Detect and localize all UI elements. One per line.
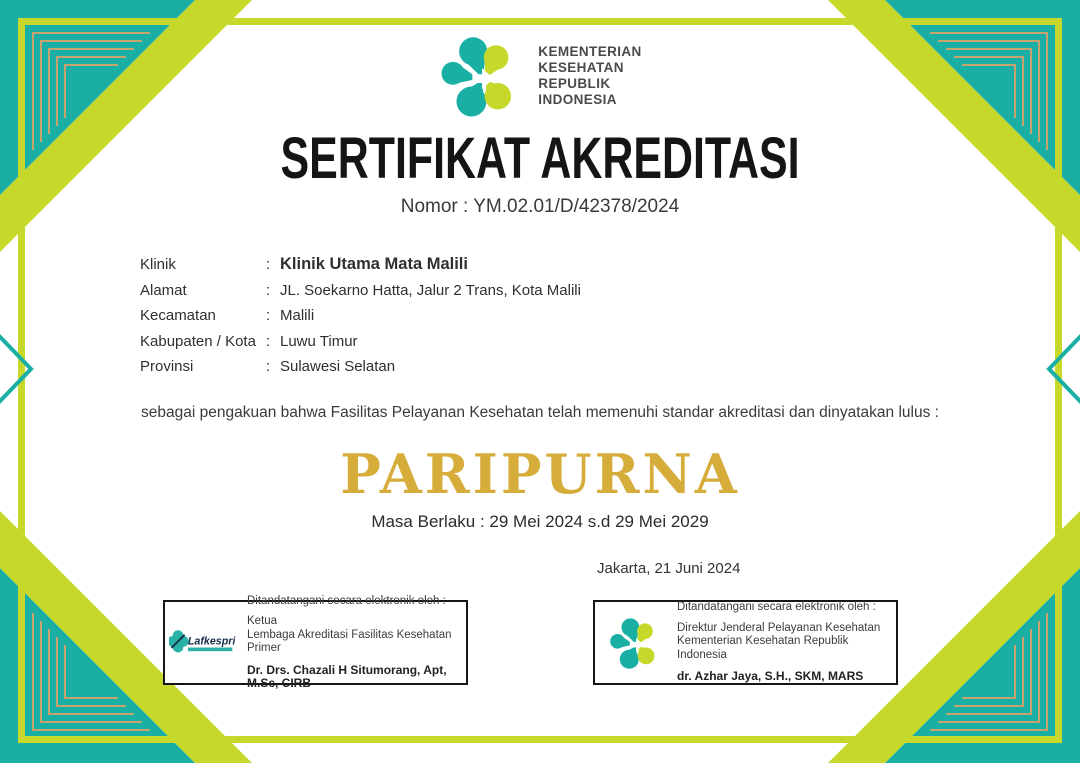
certificate-title: SERTIFIKAT AKREDITASI <box>280 126 800 191</box>
validity-period: Masa Berlaku : 29 Mei 2024 s.d 29 Mei 2029 <box>371 512 709 531</box>
kemenkes-logo-icon <box>438 32 526 120</box>
issuance-place-date: Jakarta, 21 Juni 2024 <box>597 560 741 577</box>
detail-value: Malili <box>280 307 315 324</box>
kemenkes-logo-icon-small <box>595 615 677 671</box>
certificate-number: Nomor : YM.02.01/D/42378/2024 <box>400 196 680 217</box>
signature-text <box>247 588 466 698</box>
esign-note: Ditandatangani secara elektronik oleh : <box>247 594 446 607</box>
detail-label: Alamat <box>140 281 187 299</box>
detail-row-provinsi <box>140 354 581 380</box>
ministry-name-line: KEMENTERIAN <box>538 44 642 59</box>
detail-label: Provinsi <box>140 358 194 375</box>
detail-label: Klinik <box>140 256 176 273</box>
ministry-header <box>0 32 1080 120</box>
signer-role: Direktur Jenderal Pelayanan Kesehatan <box>677 621 881 634</box>
detail-value: JL. Soekarno Hatta, Jalur 2 Trans, Kota Malili <box>280 281 581 299</box>
ministry-name-line: KESEHATAN <box>538 60 624 75</box>
signer-name: dr. Azhar Jaya, S.H., SKM, MARS <box>677 669 864 684</box>
detail-label: Kecamatan <box>140 307 216 324</box>
detail-colon: : <box>266 281 271 299</box>
detail-colon: : <box>266 332 271 350</box>
facility-details <box>140 252 581 380</box>
detail-value: Klinik Utama Mata Malili <box>280 255 468 273</box>
detail-colon: : <box>266 256 271 273</box>
ministry-name-line: REPUBLIK <box>538 76 611 91</box>
accreditation-level: PARIPURNA <box>340 442 740 506</box>
signature-text <box>677 594 896 691</box>
signer-organization: Lembaga Akreditasi Fasilitas Kesehatan Primer <box>247 628 452 654</box>
detail-row-kabupaten <box>140 329 581 355</box>
signer-role: Ketua <box>247 615 278 627</box>
ministry-name <box>538 44 641 108</box>
recognition-statement: sebagai pengakuan bahwa Fasilitas Pelayanan Kesehatan telah memenuhi standar akreditasi dan dinyatakan lulus : <box>141 404 939 421</box>
signer-name: Dr. Drs. Chazali H Situmorang, Apt, M.Sc, CIRB <box>247 662 447 690</box>
detail-row-kecamatan <box>140 303 581 329</box>
lafkespri-logo-text: Lafkespri <box>187 635 236 648</box>
detail-colon: : <box>266 307 271 324</box>
esign-note: Ditandatangani secara elektronik oleh : <box>677 601 876 614</box>
ministry-name-line: INDONESIA <box>538 92 617 107</box>
signer-organization: Kementerian Kesehatan Republik Indonesia <box>677 635 849 661</box>
signature-block-kemenkes <box>593 600 898 685</box>
detail-row-klinik <box>140 252 581 278</box>
detail-label: Kabupaten / Kota <box>140 332 256 350</box>
detail-value: Sulawesi Selatan <box>280 358 396 375</box>
detail-colon: : <box>266 358 271 375</box>
detail-row-alamat <box>140 278 581 304</box>
signature-block-lafkespri <box>163 594 468 690</box>
detail-value: Luwu Timur <box>280 332 358 350</box>
lafkespri-logo-icon <box>165 626 247 660</box>
